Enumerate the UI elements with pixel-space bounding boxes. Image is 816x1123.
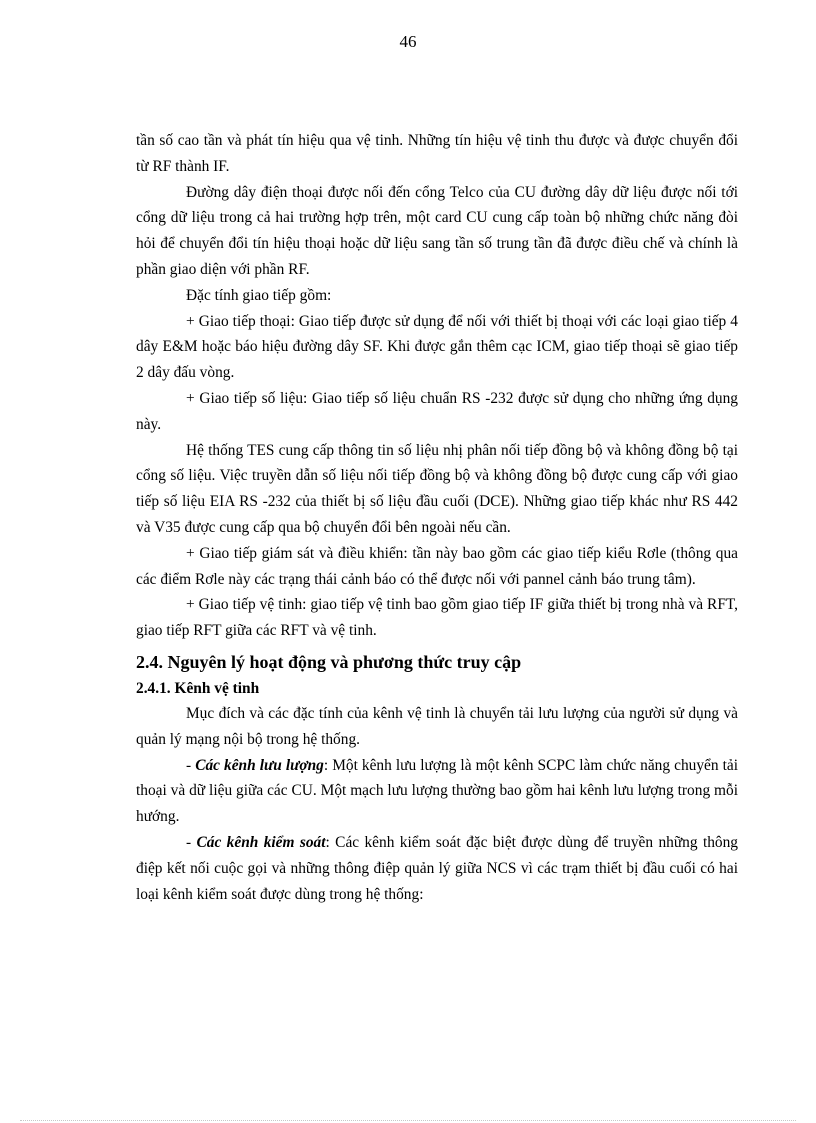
- paragraph-control-channels: [136, 830, 738, 907]
- paragraph-channel-purpose: Mục đích và các đặc tính của kênh vệ tinh là chuyển tải lưu lượng của người sử dụng và quản lý mạng nội bộ trong hệ thống.: [136, 704, 738, 748]
- control-channels-description: : Các kênh kiểm soát đặc biệt được dùng để truyền những thông điệp kết nối cuộc gọi và những thông điệp quản lý giữa NCS vì các trạm thiết bị đầu cuối có hai loại kênh kiểm soát được dùng trong hệ thống:: [136, 833, 739, 903]
- traffic-channels-description: : Một kênh lưu lượng là một kênh SCPC làm chức năng chuyển tải thoại và dữ liệu giữa các CU. Một mạch lưu lượng thường bao gồm hai kênh lưu lượng trong mỗi hướng.: [136, 756, 738, 826]
- page-bottom-divider: [20, 1120, 796, 1121]
- paragraph-interface-features: Đặc tính giao tiếp gồm:: [186, 286, 332, 304]
- section-heading: 2.4. Nguyên lý hoạt động và phương thức truy cập: [136, 651, 522, 672]
- paragraph-tes-system: Hệ thống TES cung cấp thông tin số liệu nhị phân nối tiếp đồng bộ và không đồng bộ tại cổng số liệu. Việc truyền dẫn số liệu nối tiếp đồng bộ và không đồng bộ được cung cấp với giao tiếp số liệu EIA RS -232 của thiết bị số liệu đầu cuối (DCE). Những giao tiếp khác như RS 442 và V35 được cung cấp qua bộ chuyển đổi bên ngoài nếu cần.: [136, 441, 738, 536]
- paragraph-voice-interface: + Giao tiếp thoại: Giao tiếp được sử dụng để nối với thiết bị thoại với các loại giao tiếp 4 dây E&M hoặc báo hiệu đường dây SF. Khi được gắn thêm cạc ICM, giao tiếp thoại sẽ giao tiếp 2 dây đấu vòng.: [136, 312, 738, 382]
- paragraph-monitor-control-interface: + Giao tiếp giám sát và điều khiển: tần này bao gồm các giao tiếp kiểu Rơle (thông qua các điểm Rơle này các trạng thái cảnh báo có thể được nối với pannel cảnh báo trung tâm).: [136, 544, 738, 588]
- list-dash: -: [186, 756, 196, 774]
- subsection-heading: 2.4.1. Kênh vệ tinh: [136, 679, 260, 697]
- list-dash: -: [186, 833, 197, 851]
- paragraph-satellite-interface: + Giao tiếp vệ tinh: giao tiếp vệ tinh bao gồm giao tiếp IF giữa thiết bị trong nhà và RFT, giao tiếp RFT giữa các RFT và vệ tinh.: [136, 596, 738, 640]
- term-control-channels: Các kênh kiểm soát: [196, 833, 326, 851]
- term-traffic-channels: Các kênh lưu lượng: [195, 756, 324, 774]
- paragraph-telco-port: Đường dây điện thoại được nối đến cổng Telco của CU đường dây dữ liệu được nối tới cổng dữ liệu trong cả hai trường hợp trên, một card CU cung cấp toàn bộ những chức năng đòi hỏi để chuyển đổi tín hiệu thoại hoặc dữ liệu sang tần số trung tần đã được điều chế và chính là phần giao diện với phần RF.: [136, 183, 738, 278]
- paragraph-data-interface: + Giao tiếp số liệu: Giao tiếp số liệu chuẩn RS -232 được sử dụng cho những ứng dụng này.: [136, 389, 738, 433]
- page-number: 46: [399, 32, 417, 51]
- paragraph-continuation: tần số cao tần và phát tín hiệu qua vệ tinh. Những tín hiệu vệ tinh thu được và được chuyển đổi từ RF thành IF.: [136, 132, 738, 175]
- document-body: [136, 128, 738, 907]
- paragraph-traffic-channels: [136, 753, 738, 830]
